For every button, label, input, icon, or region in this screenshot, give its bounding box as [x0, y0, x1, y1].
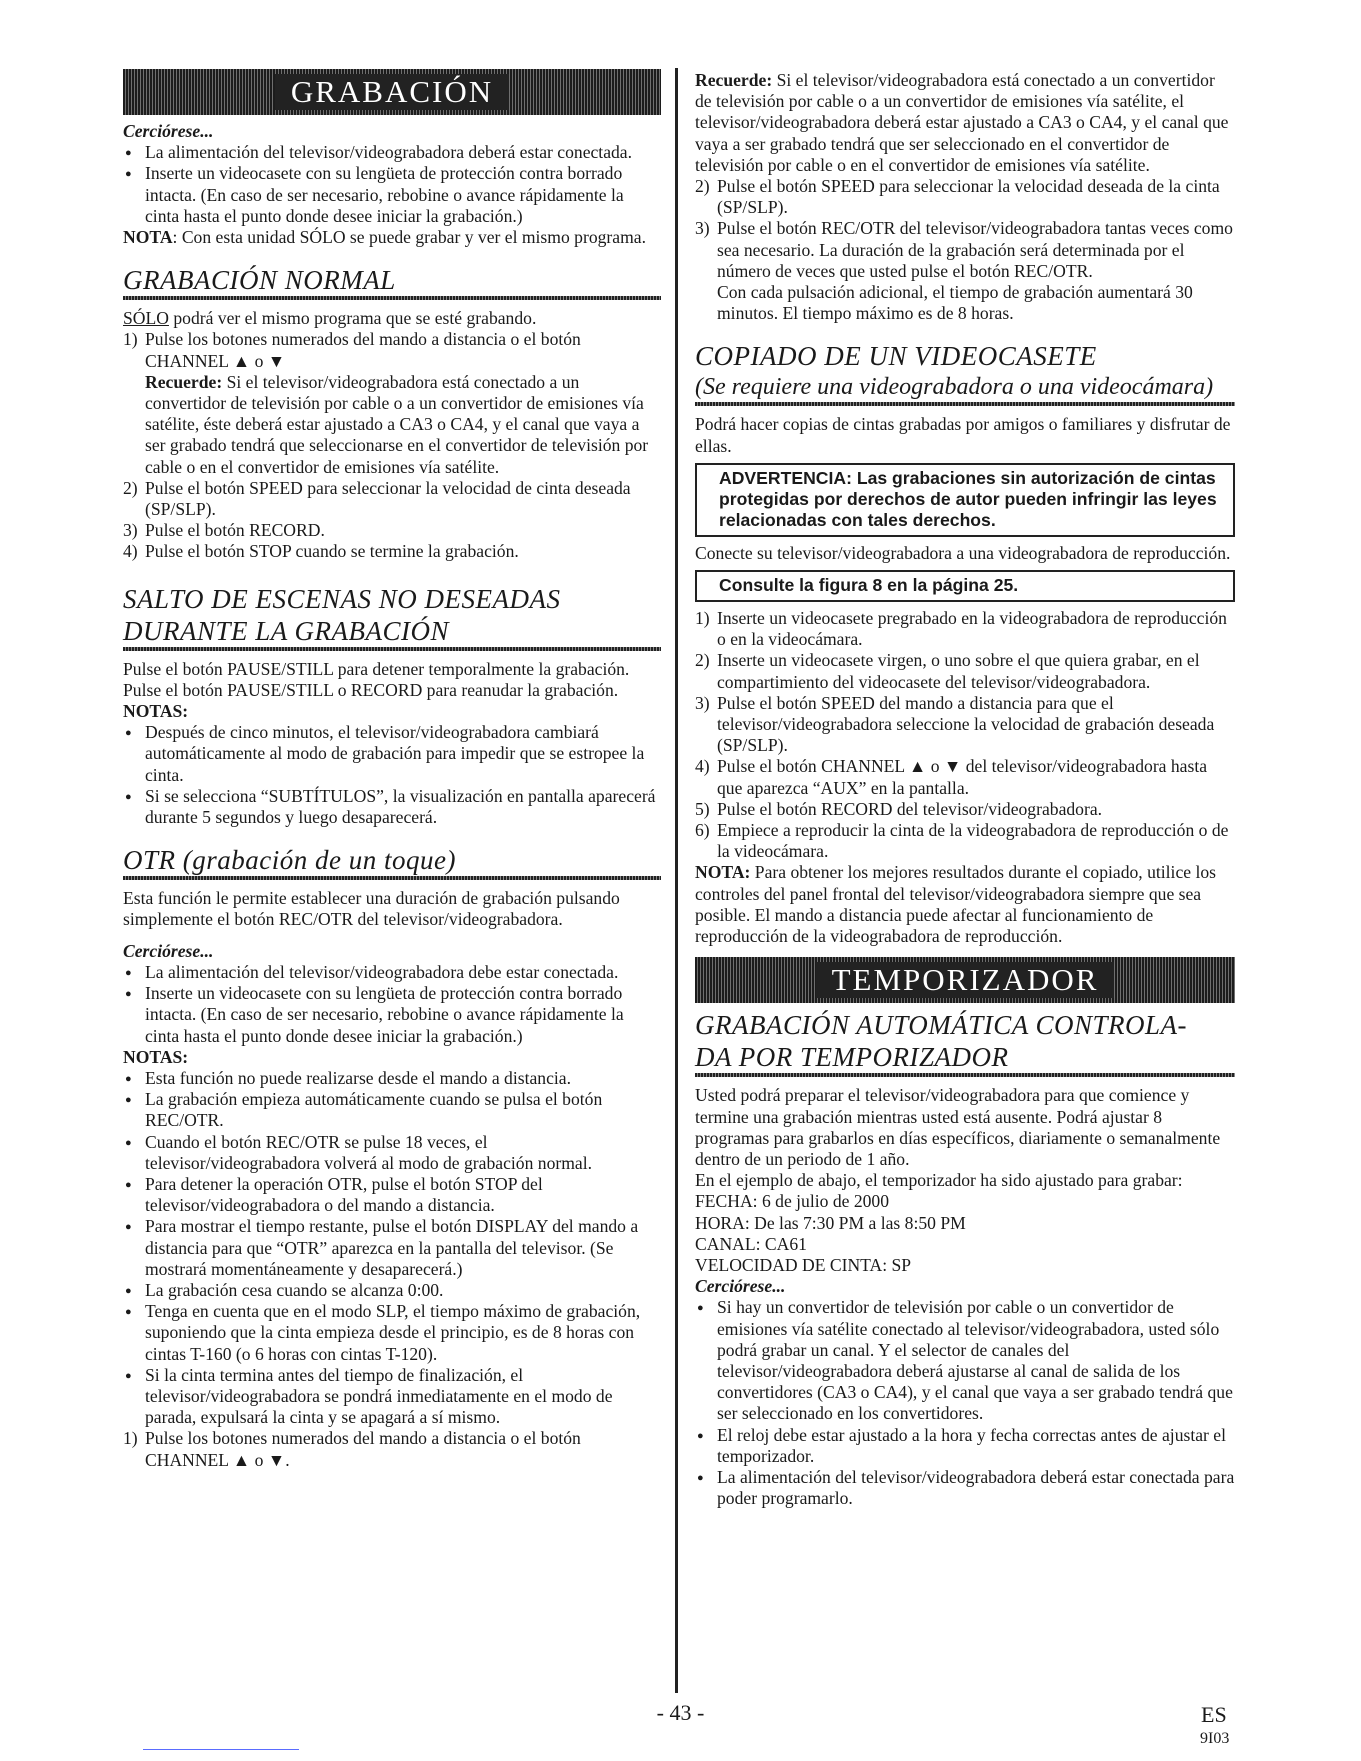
language-code: ES: [1201, 1702, 1227, 1727]
list-item: ● Para detener la operación OTR, pulse el botón STOP del televisor/videograbadora o del mando a distancia.: [123, 1174, 661, 1216]
banner-title: GRABACIÓN: [275, 74, 509, 110]
list-item: 4) Pulse el botón CHANNEL ▲ o ▼ del televisor/videograbadora hasta que aparezca “AUX” en la pantalla.: [695, 756, 1208, 798]
solo-text: SÓLO: [123, 308, 169, 329]
list-item: ● La grabación empieza automáticamente cuando se pulsa el botón REC/OTR.: [123, 1089, 661, 1131]
list-item: ● Después de cinco minutos, el televisor/videograbadora cambiará automáticamente al modo de grabación para impedir que se estropee la cinta.: [123, 722, 661, 786]
doc-code: 9I03: [1200, 1730, 1230, 1747]
reference-box: Consulte la figura 8 en la página 25.: [695, 570, 1235, 602]
nota-text: : Con esta unidad SÓLO se puede grabar y ver el mismo programa.: [172, 227, 646, 248]
nota-label: NOTA: [123, 227, 173, 248]
check-list: [123, 962, 661, 1047]
list-item: 3) Pulse el botón SPEED del mando a distancia para que el televisor/videograbadora seleccione la velocidad de grabación deseada (SP/SLP).: [695, 692, 1215, 756]
intro-text: podrá ver el mismo programa que se esté grabando.: [168, 308, 537, 329]
list-item: ● La alimentación del televisor/videograbadora deberá estar conectada para poder programarlo.: [695, 1467, 1235, 1509]
hora-line: HORA: De las 7:30 PM a las 8:50 PM: [695, 1212, 966, 1233]
page-number: - 43 -: [656, 1700, 705, 1725]
title-underline: [695, 402, 1235, 406]
notas-label: NOTAS:: [123, 1046, 189, 1067]
section-title-normal: GRABACIÓN NORMAL: [123, 265, 396, 296]
list-item: ● Si la cinta termina antes del tiempo de finalización, el televisor/videograbadora se pondrá inmediatamente en el modo de parada, expulsará la cinta y se apagará a sí mismo.: [123, 1365, 661, 1429]
paragraph: Usted podrá preparar el televisor/videograbadora para que comience y termine una grabación mientras usted está ausente. Podrá ajustar 8 programas para grabarlos en días específicos, diariamente o semanalmente dentro de un periodo de 1 año.: [695, 1085, 1221, 1169]
list-item: 1) Pulse los botones numerados del mando a distancia o el botón CHANNEL ▲ o ▼: [123, 329, 581, 371]
title-underline: [123, 296, 661, 300]
list-item: Recuerde: Si el televisor/videograbadora está conectado a un convertidor de televisión por cable o a un convertidor de emisiones vía satélite, éste deberá estar ajustado a CA3 o CA4, y el canal que vaya a ser grabado tendrá que seleccionarse en el convertidor de televisión por cable o en el convertidor de emisiones vía satélite.: [145, 371, 649, 477]
list-item: 1) Pulse los botones numerados del mando a distancia o el botón CHANNEL ▲ o ▼.: [123, 1428, 581, 1470]
bottom-rule: [143, 1749, 299, 1750]
warning-box: ADVERTENCIA: Las grabaciones sin autorización de cintas protegidas por derechos de autor pueden infringir las leyes relacionadas con tales derechos.: [695, 463, 1235, 537]
list-item: 3) Pulse el botón RECORD.: [123, 520, 325, 541]
temporizador-banner: [695, 957, 1235, 1003]
list-item: 6) Empiece a reproducir la cinta de la videograbadora de reproducción o de la videocámara.: [695, 820, 1229, 862]
section-title-salto-2: DURANTE LA GRABACIÓN: [123, 615, 449, 646]
nota: NOTA: Para obtener los mejores resultados durante el copiado, utilice los controles del panel frontal del televisor/videograbadora siempre que sea posible. El mando a distancia puede afectar al funcionamiento de reproducción de la videograbadora de reproducción.: [695, 862, 1216, 947]
list-item: ● La grabación cesa cuando se alcanza 0:00.: [123, 1280, 661, 1301]
velocidad-line: VELOCIDAD DE CINTA: SP: [695, 1254, 912, 1275]
list-item: ● Cuando el botón REC/OTR se pulse 18 veces, el televisor/videograbadora volverá al modo de grabación normal.: [123, 1132, 661, 1174]
nota: [123, 227, 661, 248]
title-underline: [123, 876, 661, 880]
list-item: 2) Pulse el botón SPEED para seleccionar la velocidad de cinta deseada (SP/SLP).: [123, 477, 631, 520]
left-column: [123, 0, 661, 1471]
list-item: 2) Inserte un videocasete virgen, o uno sobre el que quiera grabar, en el compartimiento del videocasete del televisor/videograbadora.: [695, 650, 1200, 692]
otr-notas: [123, 1068, 661, 1428]
paragraph: Esta función le permite establecer una duración de grabación pulsando simplemente el botón REC/OTR del televisor/videograbadora.: [123, 888, 620, 930]
canal-line: CANAL: CA61: [695, 1233, 807, 1254]
section-subtitle-copiado: (Se requiere una videograbadora o una videocámara): [695, 374, 1214, 401]
normal-steps: [123, 329, 661, 562]
paragraph: Conecte su televisor/videograbadora a una videograbadora de reproducción.: [695, 542, 1231, 563]
list-item: 2) Pulse el botón SPEED para seleccionar la velocidad deseada de la cinta (SP/SLP).: [695, 176, 1220, 218]
list-item: 5) Pulse el botón RECORD del televisor/videograbadora.: [695, 798, 1103, 819]
check-list: [123, 142, 661, 227]
paragraph: Pulse el botón PAUSE/STILL o RECORD para reanudar la grabación.: [123, 679, 619, 700]
recuerde-note: Recuerde: Si el televisor/videograbadora está conectado a un convertidor de televisión por cable o a un convertidor de emisiones vía satélite, el televisor/videograbadora deberá estar ajustado a CA3 o CA4, y el canal que vaya a ser grabado tendrá que ser seleccionado en el convertidor de televisión por cable o en el convertidor de emisiones vía satélite.: [695, 70, 1229, 175]
section-title-auto-1: GRABACIÓN AUTOMÁTICA CONTROLA-: [695, 1010, 1188, 1041]
list-item: ● Si hay un convertidor de televisión por cable o un convertidor de emisiones vía satélite conectado al televisor/videograbadora, usted sólo podrá grabar un canal. Y el selector de canales del televisor/videograbadora deberá ajustarse al canal de salida de los convertidores (CA3 o CA4), y el canal que vaya a ser grabado tendrá que ser seleccionado en los convertidores.: [695, 1297, 1235, 1424]
paragraph: Pulse el botón PAUSE/STILL para detener temporalmente la grabación.: [123, 658, 630, 679]
notas-label: NOTAS:: [123, 701, 189, 722]
title-underline: [123, 647, 661, 651]
list-item: ● Si se selecciona “SUBTÍTULOS”, la visualización en pantalla aparecerá durante 5 segundos y luego desaparecerá.: [123, 786, 661, 828]
section-title-auto-2: DA POR TEMPORIZADOR: [695, 1042, 1009, 1073]
section-title-copiado: COPIADO DE UN VIDEOCASETE: [695, 341, 1097, 372]
check-title: Cerciórese...: [123, 121, 214, 141]
list-item: ● Inserte un videocasete con su lengüeta de protección contra borrado intacta. (En caso de ser necesario, rebobine o avance rápidamente la cinta hasta el punto donde desee iniciar la grabación.): [123, 983, 661, 1047]
list-item: 3) Pulse el botón REC/OTR del televisor/videograbadora tantas veces como sea necesario. La duración de la grabación será determinada por el número de veces que usted pulse el botón REC/OTR.: [695, 218, 1233, 281]
right-column: [695, 0, 1235, 1509]
list-item: 4) Pulse el botón STOP cuando se termine la grabación.: [123, 541, 519, 562]
paragraph: Podrá hacer copias de cintas grabadas por amigos o familiares y disfrutar de ellas.: [695, 414, 1231, 456]
copiado-steps: [695, 608, 1235, 862]
normal-intro: [123, 308, 661, 329]
title-underline: [695, 1073, 1235, 1077]
list-item: ● La alimentación del televisor/videograbadora debe estar conectada.: [123, 962, 661, 983]
check-title: Cerciórese...: [695, 1276, 786, 1297]
paragraph: En el ejemplo de abajo, el temporizador ha sido ajustado para grabar:: [695, 1170, 1183, 1191]
salto-notas: [123, 722, 661, 828]
otr-steps-continued: [695, 176, 1235, 282]
grabacion-banner: [123, 69, 661, 115]
list-item: ● El reloj debe estar ajustado a la hora y fecha correctas antes de ajustar el temporizador.: [695, 1425, 1235, 1467]
list-item: ● Para mostrar el tiempo restante, pulse el botón DISPLAY del mando a distancia para que “OTR” aparezca en la pantalla del televisor. (Se mostrará momentáneamente y desaparecerá.): [123, 1216, 661, 1280]
paragraph: Con cada pulsación adicional, el tiempo de grabación aumentará 30 minutos. El tiempo máximo es de 8 horas.: [717, 282, 1193, 324]
otr-steps: [123, 1428, 661, 1470]
fecha-line: FECHA: 6 de julio de 2000: [695, 1191, 890, 1212]
list-item: ● Inserte un videocasete con su lengüeta de protección contra borrado intacta. (En caso de ser necesario, rebobine o avance rápidamente la cinta hasta el punto donde desee iniciar la grabación.): [123, 163, 661, 227]
banner-title: TEMPORIZADOR: [816, 962, 1115, 998]
list-item: 1) Inserte un videocasete pregrabado en la videograbadora de reproducción o en la videocámara.: [695, 608, 1227, 650]
column-divider: [675, 68, 678, 1693]
section-title-otr: OTR (grabación de un toque): [123, 845, 456, 876]
list-item: ● La alimentación del televisor/videograbadora deberá estar conectada.: [123, 142, 661, 163]
list-item: ● Tenga en cuenta que en el modo SLP, el tiempo máximo de grabación, suponiendo que la cinta empieza desde el principio, es de 8 horas con cintas T-160 (o 6 horas con cintas T-120).: [123, 1301, 661, 1365]
section-title-salto-1: SALTO DE ESCENAS NO DESEADAS: [123, 583, 561, 614]
check-title: Cerciórese...: [123, 940, 214, 961]
list-item: ● Esta función no puede realizarse desde el mando a distancia.: [123, 1068, 661, 1089]
check-list: [695, 1297, 1235, 1509]
